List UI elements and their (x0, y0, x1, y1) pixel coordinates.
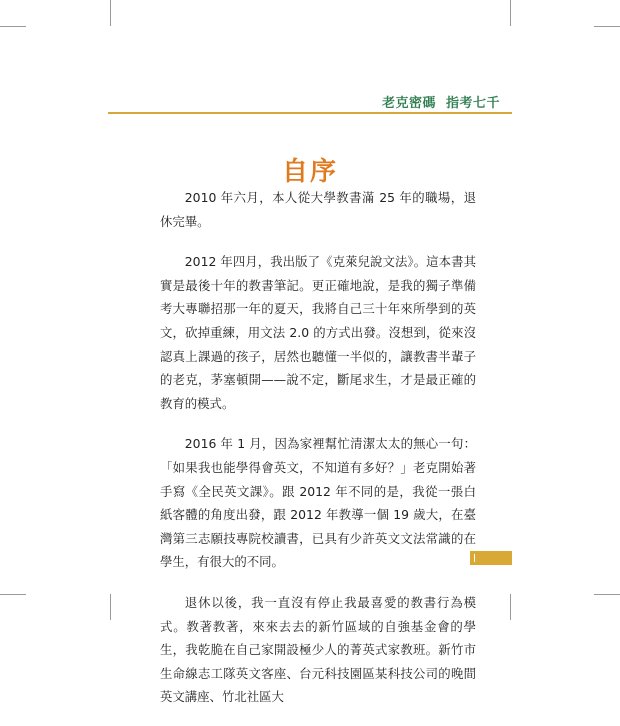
crop-mark-bottom-right (510, 594, 511, 620)
page-tab-mark (474, 554, 475, 562)
paragraph-2: 2012 年四月，我出版了《克萊兒說文法》。這本書其實是最後十年的教書筆記。更正確地說，是我的獨子準備考大專聯招那一年的夏天，我將自己三十年來所學到的英文，砍掉重練，用文法 2.0 的方式出發。沒想到，從來沒認真上課過的孩子，居然也聽懂一半似的，讓教書半輩子的老克，茅塞頓開——說不定，斷尾求生，才是最正確的教育的模式。 (160, 254, 476, 411)
header-rule (108, 112, 512, 114)
crop-mark-top-left-horizontal (0, 26, 26, 27)
crop-mark-bottom-left-horizontal (0, 594, 26, 595)
paragraph-1: 2010 年六月，本人從大學教書滿 25 年的職場，退休完畢。 (160, 190, 476, 229)
crop-mark-bottom-right-horizontal (594, 594, 620, 595)
running-header-book-title: 老克密碼 (381, 96, 436, 111)
crop-mark-bottom-left (110, 594, 111, 620)
paragraph-3: 2016 年 1 月，因為家裡幫忙清潔太太的無心一句：「如果我也能學得會英文，不知道有多好？」老克開始著手寫《全民英文課》。跟 2012 年不同的是，我從一張白紙客體的角度出發，跟 2012 年教導一個 19 歲大，在臺灣第三志願技專院校讀書，已具有少許英文文法常識的在學生，有很大的不同。 (160, 436, 476, 570)
crop-mark-top-right (510, 0, 511, 26)
running-header-subtitle: 指考七千 (445, 96, 500, 111)
running-header (382, 92, 500, 111)
paragraph-4: 退休以後，我一直沒有停止我最喜愛的教書行為模式。教著教著，來來去去的新竹區域的自強基金會的學生，我乾脆在自己家開設極少人的菁英式家教班。新竹市生命線志工隊英文客座、台元科技園區某科技公司的晚間英文講座、竹北社區大 (160, 594, 476, 705)
preface-body (160, 186, 476, 726)
page-title: 自序 (281, 157, 338, 188)
crop-mark-top-right-horizontal (594, 26, 620, 27)
crop-mark-top-left (110, 0, 111, 26)
page-tab (470, 551, 512, 565)
